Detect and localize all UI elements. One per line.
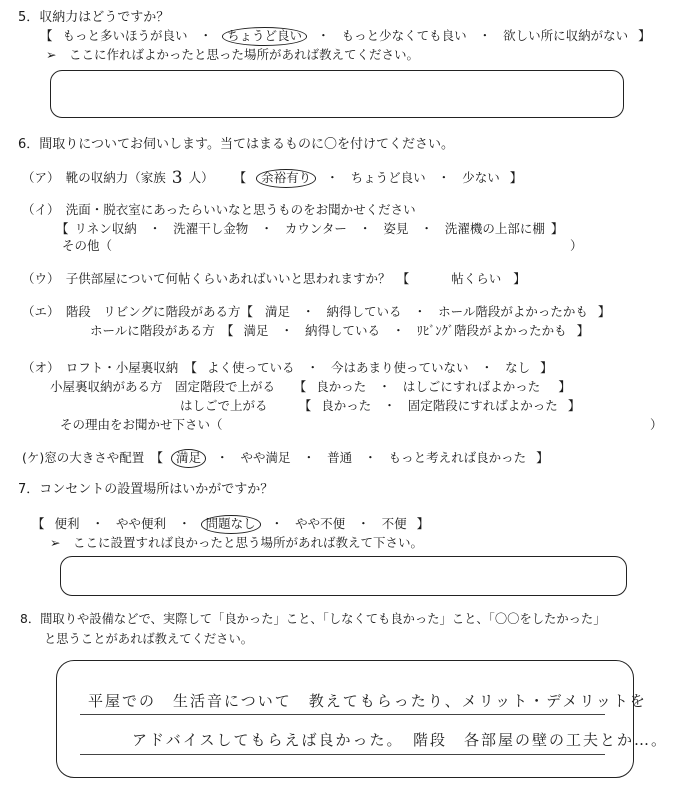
option-normal[interactable]: 普通 — [327, 450, 353, 465]
q6-e-line1: （エ） 階段 リビングに階段がある方【 満足 ・ 納得している ・ ホール階段がよかったかも 】 — [22, 304, 611, 319]
q6-o-line3: はしごで上がる 【 良かった ・ 固定階段にすればよかった 】 — [180, 398, 581, 413]
q6-u: （ウ） 子供部屋について何帖くらいあればいいと思われますか？ 【 帖くらい 】 — [22, 271, 526, 286]
q6-i-other: その他（ — [62, 238, 113, 253]
q7-title: 7．コンセントの設置場所はいかがですか？ — [18, 482, 274, 497]
q6-title: 6．間取りについてお伺いします。当てはまるものに〇を付けてください。 — [18, 137, 454, 152]
q7-options: 【 便利 ・ やや便利 ・ 問題なし ・ やや不便 ・ 不便 】 — [32, 518, 429, 531]
option-rarely-used[interactable]: 今はあまり使っていない — [331, 360, 469, 375]
option-somewhat-convenient[interactable]: やや便利 — [116, 516, 167, 531]
q6-a-label: （ア） 靴の収納力（家族 — [22, 170, 166, 186]
q5-title: 5．収納力はどうですか？ — [18, 10, 170, 25]
option-good-ladder[interactable]: 良かった — [321, 398, 372, 413]
option-no-problem-selected[interactable]: 問題なし — [201, 515, 261, 534]
q5-options: 【 もっと多いほうが良い ・ ちょうど良い ・ もっと少なくても良い ・ 欲しい所に収納がない 】 — [40, 30, 651, 43]
bracket-open: 【 — [40, 28, 53, 43]
option-satisfied[interactable]: 満足 — [265, 304, 291, 319]
q5-sub: ➢ ここに作ればよかったと思った場所があれば教えてください。 — [46, 47, 419, 62]
q6-ke: (ケ)窓の大きさや配置 【 満足 ・ やや満足 ・ 普通 ・ もっと考えれば良かった 】 — [22, 452, 549, 465]
option-should-consider[interactable]: もっと考えれば良かった — [388, 450, 527, 465]
option-mirror[interactable]: 姿見 — [383, 221, 409, 236]
q7-sub: ➢ ここに設置すれば良かったと思う場所があれば教えて下さい。 — [50, 535, 423, 550]
q8-answer-line2: アドバイスしてもらえば良かった。 階段 各部屋の壁の工夫とか…。 — [132, 731, 669, 749]
option-satisfied-2[interactable]: 満足 — [243, 323, 269, 338]
answer-underline-2 — [80, 754, 605, 755]
option-just-right[interactable]: ちょうど良い — [350, 170, 426, 186]
q8-title-line2: と思うことがあれば教えてください。 — [44, 632, 254, 646]
q6-i-options: 【 リネン収納 ・ 洗濯干し金物 ・ カウンター ・ 姿見 ・ 洗濯機の上部に棚 】 — [56, 221, 564, 236]
option-just-right-selected[interactable]: ちょうど良い — [222, 27, 307, 46]
option-laundry-hanger[interactable]: 洗濯干し金物 — [173, 221, 249, 236]
family-count[interactable]: 3 — [171, 168, 183, 188]
q6-o-line2: 小屋裏収納がある方 固定階段で上がる 【 良かった ・ はしごにすればよかった 】 — [50, 379, 571, 394]
answer-underline-1 — [80, 714, 605, 715]
q6-i-title: （イ） 洗面・脱衣室にあったらいいなと思うものをお聞かせください — [22, 202, 416, 217]
option-convinced-2[interactable]: 納得している — [305, 323, 381, 338]
q8-answer-line1: 平屋での 生活音について 教えてもらったり、メリット・デメリットを — [88, 692, 647, 710]
q5-answer-box[interactable] — [50, 70, 624, 118]
option-fixed-better[interactable]: 固定階段にすればよかった — [407, 398, 558, 413]
option-more[interactable]: もっと多いほうが良い — [62, 28, 188, 43]
q8-title-line1: 8．間取りや設備などで、実際して「良かった」こと、「しなくても良かった」こと、「〇〇をしたかった」 — [20, 612, 606, 626]
q6-o-line1: （オ） ロフト・小屋裏収納 【 よく使っている ・ 今はあまり使っていない ・ なし 】 — [22, 360, 553, 375]
option-few[interactable]: 少ない — [462, 170, 500, 186]
option-less[interactable]: もっと少なくても良い — [341, 28, 467, 43]
option-counter[interactable]: カウンター — [284, 221, 347, 236]
option-somewhat-inconvenient[interactable]: やや不便 — [295, 516, 346, 531]
option-convinced[interactable]: 納得している — [326, 304, 402, 319]
option-convenient[interactable]: 便利 — [54, 516, 80, 531]
q7-answer-box[interactable] — [60, 556, 627, 596]
option-ample-selected[interactable]: 余裕有り — [256, 169, 316, 188]
option-good-fixed[interactable]: 良かった — [316, 379, 367, 394]
option-satisfied-window-selected[interactable]: 満足 — [171, 449, 206, 468]
q6-o-reason: その理由をお聞かせ下さい（ — [60, 417, 223, 432]
option-hall-stairs[interactable]: ホール階段がよかったかも — [438, 304, 588, 319]
room-size-blank[interactable]: 帖くらい — [451, 271, 502, 286]
q8-answer-box[interactable] — [56, 660, 634, 778]
option-linen[interactable]: リネン収納 — [74, 221, 137, 236]
option-often-used[interactable]: よく使っている — [207, 360, 295, 375]
option-living-stairs[interactable]: ﾘﾋﾞﾝｸﾞ階段がよかったかも — [416, 323, 567, 338]
option-shelf[interactable]: 洗濯機の上部に棚 — [444, 221, 545, 236]
q6-i-other-close: ） — [570, 238, 583, 253]
option-none-loft[interactable]: なし — [505, 360, 531, 375]
q6-o-reason-close: ） — [650, 417, 663, 432]
q6-a: （ア） 靴の収納力（家族 3 人） 【 余裕有り ・ ちょうど良い ・ 少ない 】 — [22, 168, 523, 188]
q6-e-line2: ホールに階段がある方 【 満足 ・ 納得している ・ ﾘﾋﾞﾝｸﾞ階段がよかったかも 】 — [90, 323, 590, 338]
option-ladder-better[interactable]: はしごにすればよかった — [402, 379, 541, 394]
option-somewhat-satisfied[interactable]: やや満足 — [240, 450, 291, 465]
option-none[interactable]: 欲しい所に収納がない — [503, 28, 629, 43]
option-inconvenient[interactable]: 不便 — [381, 516, 407, 531]
